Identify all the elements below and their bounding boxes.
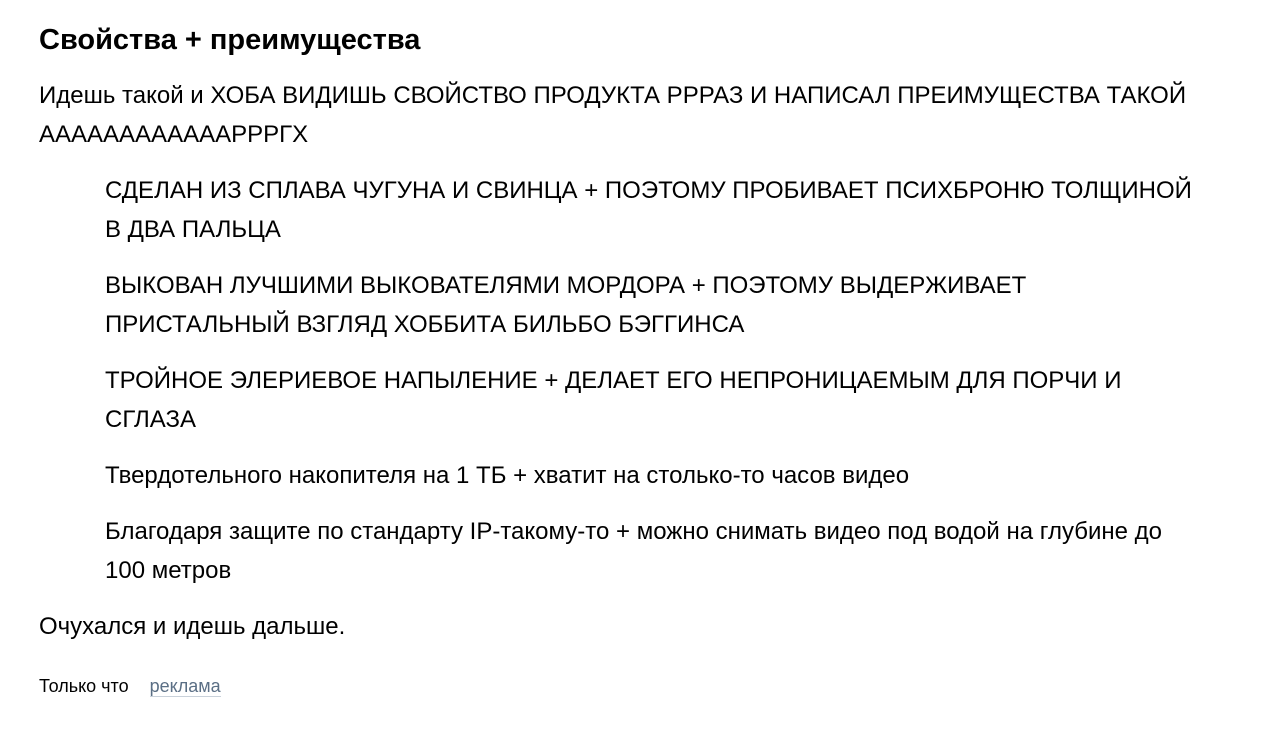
post-title: Свойства + преимущества (39, 24, 421, 56)
feature-item: ВЫКОВАН ЛУЧШИМИ ВЫКОВАТЕЛЯМИ МОРДОРА + ПОЭТОМУ ВЫДЕРЖИВАЕТ ПРИСТАЛЬНЫЙ ВЗГЛЯД ХОББИТА БИЛЬБО БЭГГИНСА (105, 272, 1027, 338)
feature-item: ТРОЙНОЕ ЭЛЕРИЕВОЕ НАПЫЛЕНИЕ + ДЕЛАЕТ ЕГО НЕПРОНИЦАЕМЫМ ДЛЯ ПОРЧИ И СГЛАЗА (105, 367, 1122, 433)
post-timestamp: Только что (39, 676, 129, 696)
ad-tag-link[interactable]: реклама (149, 676, 221, 696)
post-intro: Идешь такой и ХОБА ВИДИШЬ СВОЙСТВО ПРОДУКТА РРРАЗ И НАПИСАЛ ПРЕИМУЩЕСТВА ТАКОЙ ААААААААААААРРРГХ (39, 82, 1187, 148)
feature-item: СДЕЛАН ИЗ СПЛАВА ЧУГУНА И СВИНЦА + ПОЭТОМУ ПРОБИВАЕТ ПСИХБРОНЮ ТОЛЩИНОЙ В ДВА ПАЛЬЦА (105, 177, 1192, 243)
feature-item: Благодаря защите по стандарту IP-такому-то + можно снимать видео под водой на глубине до 100 метров (105, 518, 1163, 584)
post-outro: Очухался и идешь дальше. (39, 613, 346, 640)
post-meta (39, 673, 221, 699)
feature-item: Твердотельного накопителя на 1 ТБ + хватит на столько-то часов видео (105, 462, 910, 489)
